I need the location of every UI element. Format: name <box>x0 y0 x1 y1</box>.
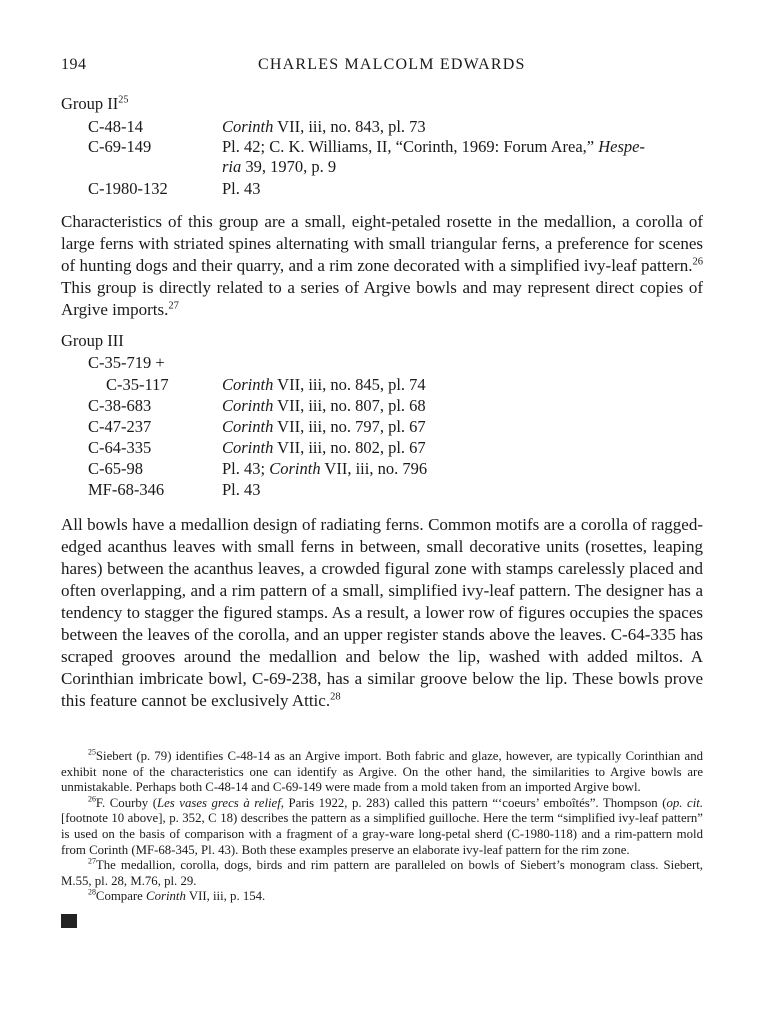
catalog-ref: Pl. 43; Corinth VII, iii, no. 796 <box>222 459 428 478</box>
catalog-id: MF-68-346 <box>88 480 165 499</box>
catalog-ref: Corinth VII, iii, no. 802, pl. 67 <box>222 438 426 457</box>
margin-glyph-icon <box>61 914 78 932</box>
footnote-ref-28: 28 <box>330 691 341 703</box>
catalog-ref: Pl. 43 <box>222 480 261 499</box>
catalog-id: C-65-98 <box>88 459 143 478</box>
footnote-ref-27: 27 <box>168 300 179 312</box>
footnote-26: $^{26}$F. Courby (Les vases grecs à relief, Paris 1922, p. 283) called this pattern “‘coeurs’ emboîtés”. Thompson (op. cit. [footnote 10 above], p. 352, C 18) describes the pattern as a simplified guilloche. Here the term “simplified ivy-leaf pattern” is used on the basis of comparison with a fragment of a gray-ware long-petal sherd (C-1980-118) and a rim-pattern mold from Corinth (MF-68-345, Pl. 43). Both these examples preserve an elaborate ivy-leaf pattern for the rim zone. <box>61 794 704 857</box>
body-paragraph-2: All bowls have a medallion design of radiating ferns. Common motifs are a corolla of ragged-edged acanthus leaves with small ferns in between, small decorative units (rosettes, leaping hares) between the acanthus leaves, a crowded figural zone with stamps carelessly placed and often overlapping, and a rim pattern of a small, simplified ivy-leaf pattern. The designer has a tendency to stagger the figured stamps. As a result, a lower row of figures occupies the spaces between the leaves of the corolla, and an upper register stands above the leaves. C-64-335 has scraped grooves around the medallion and below the lip, washed with added miltos. A Corinthian imbricate bowl, C-69-238, has a similar groove below the lip. These bowls prove this feature cannot be exclusively Attic.$^{28}$ <box>61 515 703 710</box>
catalog-ref: Corinth VII, iii, no. 845, pl. 74 <box>222 375 426 394</box>
footnote-27: $^{27}$The medallion, corolla, dogs, birds and rim pattern are paralleled on bowls of Siebert’s monogram class. Siebert, M.55, pl. 28, M.76, pl. 29. <box>61 856 703 888</box>
catalog-ref: Corinth VII, iii, no. 807, pl. 68 <box>222 396 426 415</box>
catalog-id: C-69-149 <box>88 137 152 156</box>
catalog-ref: Corinth VII, iii, no. 843, pl. 73 <box>222 117 426 136</box>
catalog-id: C-35-117 <box>106 375 169 394</box>
catalog-ref: ria 39, 1970, p. 9 <box>222 157 337 176</box>
footnotes <box>61 749 703 905</box>
footnote-25: $^{25}$Siebert (p. 79) identifies C-48-14 as an Argive import. Both fabric and glaze, however, are typically Corinthian and exhibit none of the characteristics one can identify as Argive. On the other hand, the similarities to Argive bowls are unmistakable. Perhaps both C-48-14 and C-69-149 were made from a mold taken from an imported Argive bowl. <box>61 747 703 795</box>
footnote-ref-25: 25 <box>118 94 129 106</box>
footnote-28: $^{28}$Compare Corinth VII, iii, p. 154. <box>88 888 266 904</box>
catalog-ref: Corinth VII, iii, no. 797, pl. 67 <box>222 417 426 436</box>
footnote-ref-26: 26 <box>692 256 703 268</box>
catalog-id: C-48-14 <box>88 117 143 136</box>
group-iii-heading: Group III <box>61 331 124 350</box>
catalog-id: C-64-335 <box>88 438 152 457</box>
catalog-ref: Pl. 42; C. K. Williams, II, “Corinth, 1969: Forum Area,” Hespe- <box>222 137 645 156</box>
catalog-ref: Pl. 43 <box>222 179 261 198</box>
running-title: CHARLES MALCOLM EDWARDS <box>258 56 526 73</box>
page-number: 194 <box>61 56 87 73</box>
catalog-id: C-35-719 + <box>88 353 165 372</box>
catalog-id: C-1980-132 <box>88 179 168 198</box>
group-ii-heading: Group II$^{25}$ <box>61 94 129 113</box>
catalog-id: C-38-683 <box>88 396 152 415</box>
catalog-id: C-47-237 <box>88 417 152 436</box>
body-paragraph-1: Characteristics of this group are a small, eight-petaled rosette in the medallion, a corolla of large ferns with striated spines alternating with small triangular ferns, a preference for scenes of hunting dogs and their quarry, and a rim zone decorated with a simplified ivy-leaf pattern.$^{26}$ This group is directly related to a series of Argive bowls and may represent direct copies of Argive imports.$^{27}$ <box>61 212 703 319</box>
